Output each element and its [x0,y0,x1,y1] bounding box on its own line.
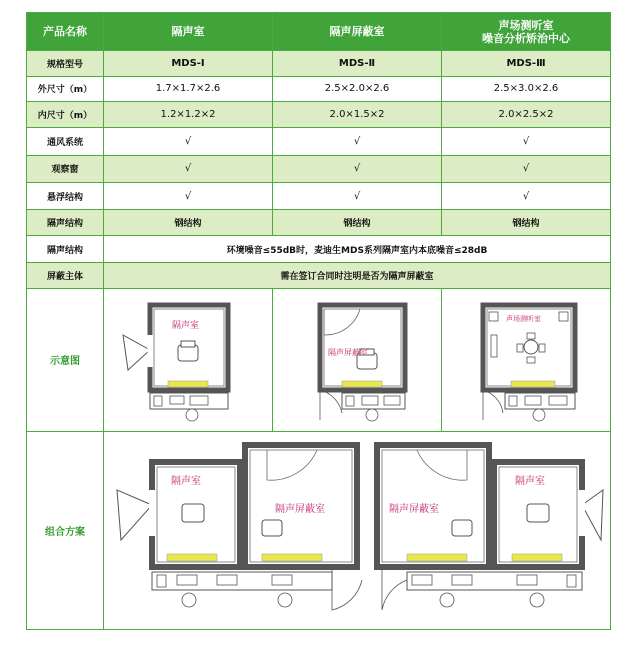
room3-seat-left [517,344,523,352]
row-label-noise: 隔声结构 [27,236,104,262]
combo-right-device1 [412,575,432,585]
row-label-model: 规格型号 [27,51,104,76]
structure-1: 钢结构 [104,210,273,236]
header-shielded-room: 隔声屏蔽室 [273,13,442,51]
header-isolation-room: 隔声室 [104,13,273,51]
combo-left-op-chair1 [182,593,196,607]
room1-cabinet [154,396,162,406]
row-label-float: 悬浮结构 [27,182,104,209]
combo-right-door2-swing [382,567,407,610]
room3-seat-bottom [527,357,535,363]
row-label-outer: 外尺寸（m） [27,76,104,101]
diagram-audiometry-room [442,289,611,432]
vent-2: √ [273,128,442,155]
room3-seat-top [527,333,535,339]
combo-right [377,445,603,610]
row-diagram [27,289,611,432]
window-3: √ [442,155,611,182]
row-label-diagram: 示意图 [27,289,104,432]
inner-3: 2.0×2.5×2 [442,101,611,127]
room3-label: 声场测听室 [506,314,541,323]
row-model [27,51,611,76]
room2-operator-chair [366,409,378,421]
structure-2: 钢结构 [273,210,442,236]
combo-right-device3 [517,575,537,585]
row-inner-size [27,101,611,127]
model-2: MDS-Ⅱ [273,51,442,76]
combo-left-chair1 [182,504,204,522]
header-audiometry-line1: 声场测听室 [498,18,554,32]
float-2: √ [273,182,442,209]
header-row [27,13,611,51]
outer-2: 2.5×2.0×2.6 [273,76,442,101]
outer-1: 1.7×1.7×2.6 [104,76,273,101]
room3-speaker-right [559,312,568,321]
row-label-window: 观察窗 [27,155,104,182]
combo-right-door1-swing [582,490,603,540]
isolation-room-plan [118,295,258,425]
outer-3: 2.5×3.0×2.6 [442,76,611,101]
audiometry-room-plan [451,295,601,425]
combo-left-device3 [272,575,292,585]
combo-left-device1 [177,575,197,585]
combo-right-chair1 [527,504,549,522]
room2-cabinet [346,396,354,406]
room2-label: 隔声屏蔽室 [328,347,368,357]
shielded-room-plan [282,295,432,425]
combo-right-room1-label: 隔声室 [515,476,545,488]
combo-left-door2-swing [332,567,362,610]
noise-value: 环境噪音≤55dB时，麦迪生MDS系列隔声室内本底噪音≤28dB [104,236,611,262]
room3-table [524,340,538,354]
combo-left-device2 [217,575,237,585]
spec-table [26,12,611,630]
combo-diagrams [104,431,611,629]
combo-left-chair2 [262,520,282,536]
combo-left [117,445,362,610]
combo-right-device2 [452,575,472,585]
room1-monitor [190,396,208,405]
combo-right-cabinet1 [567,575,576,587]
room1-device [170,396,184,404]
diagram-shielded-room [273,289,442,432]
combo-right-chair2 [452,520,472,536]
header-audiometry-room [442,13,611,51]
header-audiometry-line2: 噪音分析矫治中心 [482,31,570,45]
row-outer-size [27,76,611,101]
combo-left-room2-label: 隔声屏蔽室 [275,504,325,516]
room3-device [525,396,541,405]
room2-window [342,381,382,387]
combo-left-window1 [167,554,217,561]
row-combo [27,431,611,629]
combo-plans [107,440,607,620]
room1-operator-chair [186,409,198,421]
combo-right-op-chair2 [530,593,544,607]
row-noise [27,236,611,262]
inner-2: 2.0×1.5×2 [273,101,442,127]
row-label-combo: 组合方案 [27,431,104,629]
shield-value: 需在签订合同时注明是否为隔声屏蔽室 [104,262,611,288]
room2-device [362,396,378,405]
room3-door-swing [483,390,503,420]
combo-right-console [407,572,582,590]
row-window [27,155,611,182]
header-product-name: 产品名称 [27,13,104,51]
combo-left-door1-swing [117,490,152,540]
float-3: √ [442,182,611,209]
row-structure [27,210,611,236]
room3-cabinet [509,396,517,406]
room2-door-swing [320,390,342,420]
room1-chair-back [181,341,195,347]
vent-3: √ [442,128,611,155]
row-shield [27,262,611,288]
row-label-shield: 屏蔽主体 [27,262,104,288]
combo-right-window2 [407,554,467,561]
vent-1: √ [104,128,273,155]
row-label-vent: 通风系统 [27,128,104,155]
structure-3: 钢结构 [442,210,611,236]
model-3: MDS-Ⅲ [442,51,611,76]
room1-window [168,381,208,387]
diagram-isolation-room [104,289,273,432]
room3-monitor [549,396,567,405]
room1-label: 隔声室 [172,320,200,331]
model-1: MDS-Ⅰ [104,51,273,76]
room2-monitor [384,396,400,405]
combo-right-room2-label: 隔声屏蔽室 [389,504,439,516]
window-1: √ [104,155,273,182]
window-2: √ [273,155,442,182]
room3-speaker-side [491,335,497,357]
combo-right-window1 [512,554,562,561]
combo-right-op-chair1 [440,593,454,607]
room3-operator-chair [533,409,545,421]
combo-left-window2 [262,554,322,561]
room1-door-swing [123,335,150,370]
float-1: √ [104,182,273,209]
inner-1: 1.2×1.2×2 [104,101,273,127]
combo-left-room1-label: 隔声室 [171,476,201,488]
row-label-structure: 隔声结构 [27,210,104,236]
row-vent [27,128,611,155]
row-float [27,182,611,209]
row-label-inner: 内尺寸（m） [27,101,104,127]
combo-left-op-chair2 [278,593,292,607]
room3-speaker-left [489,312,498,321]
combo-left-cabinet1 [157,575,166,587]
room3-window [511,381,555,387]
room3-seat-right [539,344,545,352]
